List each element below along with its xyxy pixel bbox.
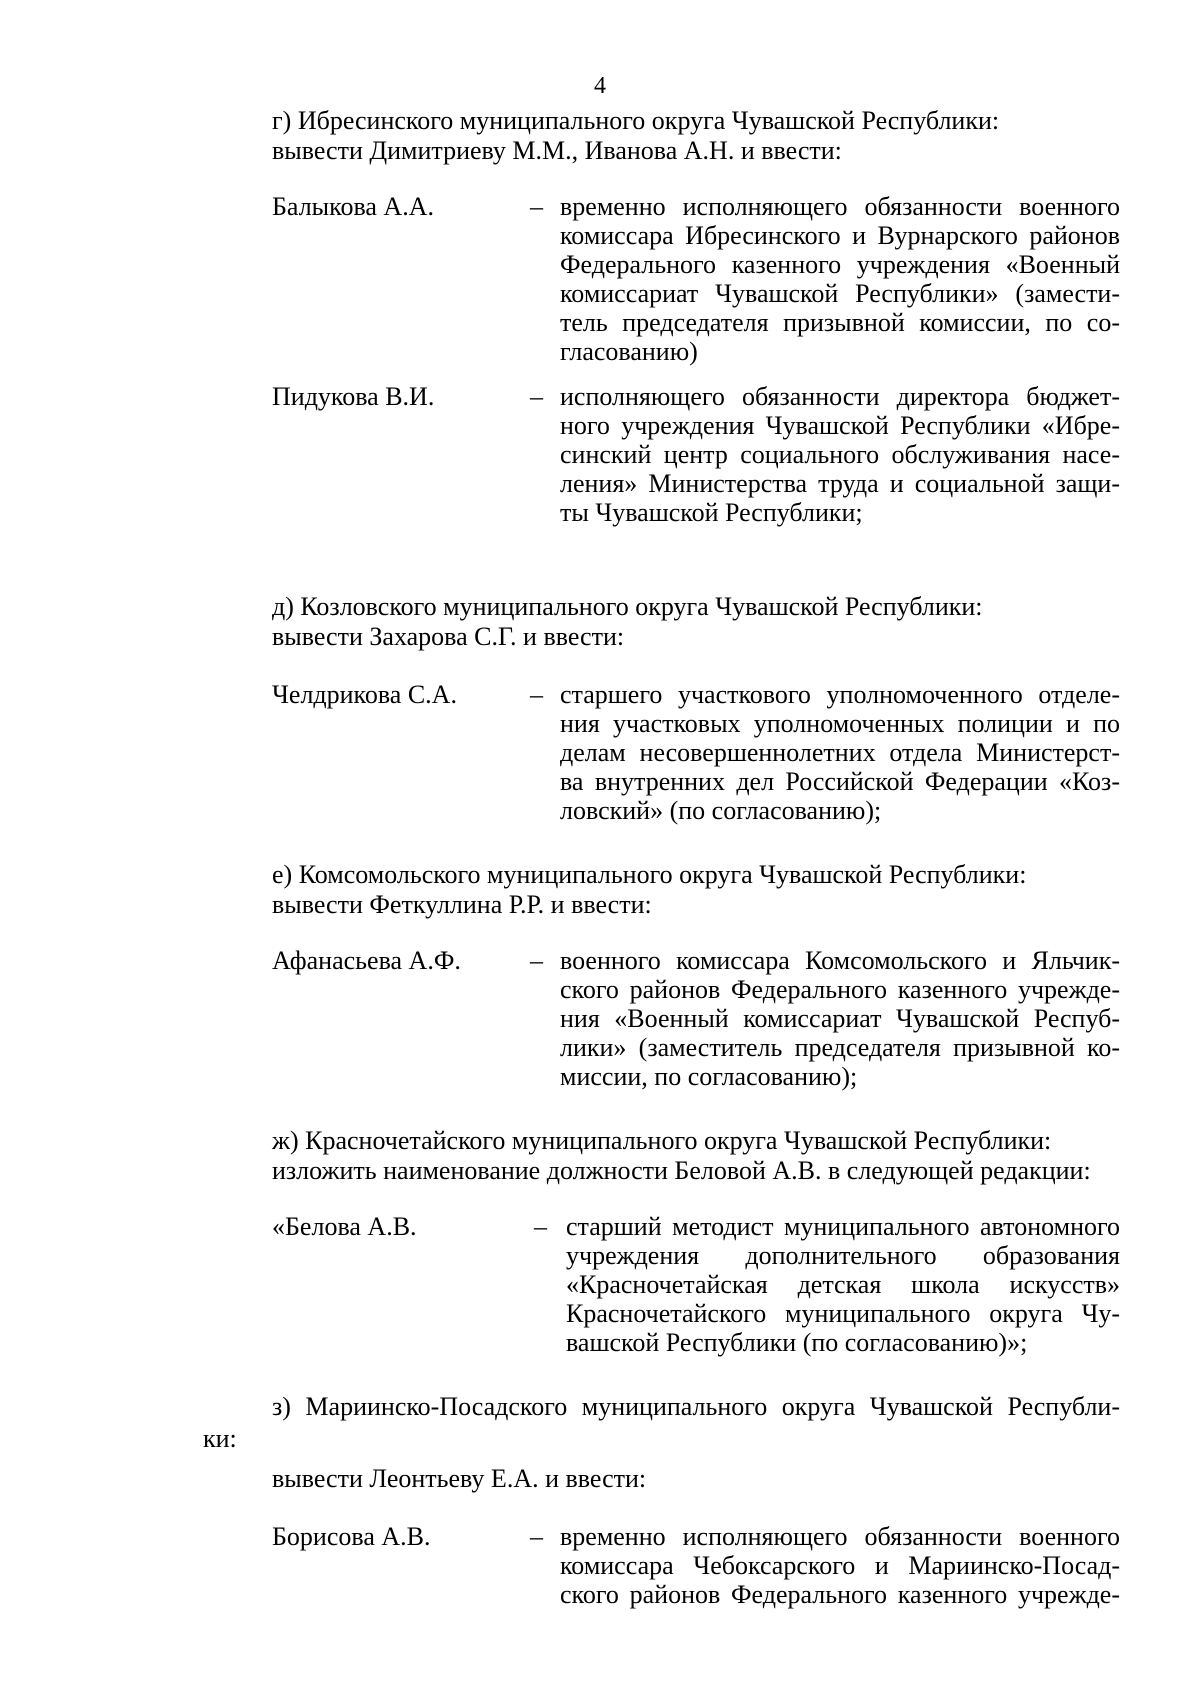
position-line: ты Чувашской Республики; <box>560 498 863 527</box>
section-instruction: вывести Леонтьеву Е.А. и ввести: <box>272 1464 647 1493</box>
section-instruction: изложить наименование должности Беловой А.В. в следующей редакции: <box>272 1156 1091 1185</box>
position-line: ского районов Федерального казенного учрежде- <box>560 975 1120 1004</box>
position-line: комиссариат Чувашской Республики» (замести- <box>560 279 1120 308</box>
person-position <box>560 1522 1120 1609</box>
section-heading: г) Ибресинского муниципального округа Чувашской Республики: <box>272 106 1000 135</box>
person-name: Афанасьева А.Ф. <box>272 946 461 975</box>
position-line: исполняющего обязанности директора бюджет- <box>560 382 1120 411</box>
position-line: синский центр социального обслуживания насе- <box>560 440 1120 469</box>
person-name: Борисова А.В. <box>272 1522 431 1551</box>
person-position <box>560 192 1120 366</box>
section-heading: ж) Красночетайского муниципального округа Чувашской Республики: <box>272 1126 1052 1155</box>
position-line: миссии, по согласованию); <box>560 1062 858 1091</box>
position-line: ния участковых уполномоченных полиции и по <box>560 709 1120 738</box>
position-line: старший методист муниципального автономного <box>566 1212 1120 1241</box>
section-heading: е) Комсомольского муниципального округа Чувашской Республики: <box>272 860 1027 889</box>
person-name: Челдрикова С.А. <box>272 680 457 709</box>
entry-dash: – <box>530 1522 543 1551</box>
entry-dash: – <box>530 680 543 709</box>
person-position <box>566 1212 1120 1357</box>
person-name: Балыкова А.А. <box>272 192 434 221</box>
person-name: Пидукова В.И. <box>272 382 435 411</box>
position-line: комиссара Чебоксарского и Мариинско-Посад- <box>560 1551 1120 1580</box>
position-line: ского районов Федерального казенного учрежде- <box>560 1580 1120 1609</box>
position-line: Красночетайского муниципального округа Чу- <box>566 1299 1120 1328</box>
position-line: ния «Военный комиссариат Чувашской Респуб- <box>560 1004 1120 1033</box>
position-line: учреждения дополнительного образования <box>566 1241 1120 1270</box>
position-line: ва внутренних дел Российской Федерации «Коз- <box>560 767 1120 796</box>
position-line: ного учреждения Чувашской Республики «Ибре- <box>560 411 1120 440</box>
position-line: делам несовершеннолетних отдела Министерст- <box>560 738 1120 767</box>
position-line: Федерального казенного учреждения «Военный <box>560 250 1120 279</box>
person-position <box>560 946 1120 1091</box>
position-line: вашской Республики (по согласованию)»; <box>566 1328 1028 1357</box>
position-line: «Красночетайская детская школа искусств» <box>566 1270 1120 1299</box>
position-line: гласованию) <box>560 337 698 366</box>
position-line: лики» (заместитель председателя призывной ко- <box>560 1033 1120 1062</box>
section-heading: з) Мариинско-Посадского муниципального округа Чувашской Республи- <box>272 1392 1120 1421</box>
position-line: ления» Министерства труда и социальной защи- <box>560 469 1120 498</box>
position-line: тель председателя призывной комиссии, по со- <box>560 308 1120 337</box>
entry-dash: – <box>530 382 543 411</box>
entry-dash: – <box>530 192 543 221</box>
section-heading: д) Козловского муниципального округа Чувашской Республики: <box>272 592 983 621</box>
section-instruction: вывести Феткуллина Р.Р. и ввести: <box>272 890 652 919</box>
section-instruction: вывести Захарова С.Г. и ввести: <box>272 622 625 651</box>
position-line: ловский» (по согласованию); <box>560 796 882 825</box>
position-line: старшего участкового уполномоченного отделе- <box>560 680 1120 709</box>
entry-dash: – <box>534 1212 547 1241</box>
person-position <box>560 680 1120 825</box>
section-instruction: вывести Димитриеву М.М., Иванова А.Н. и ввести: <box>272 136 842 165</box>
section-heading-tail: ки: <box>203 1424 237 1453</box>
position-line: временно исполняющего обязанности военного <box>560 1522 1120 1551</box>
person-position <box>560 382 1120 527</box>
entry-dash: – <box>530 946 543 975</box>
person-name: «Белова А.В. <box>272 1212 417 1241</box>
position-line: временно исполняющего обязанности военного <box>560 192 1120 221</box>
page-number: 4 <box>594 73 606 99</box>
position-line: комиссара Ибресинского и Вурнарского районов <box>560 221 1120 250</box>
position-line: военного комиссара Комсомольского и Яльчик- <box>560 946 1120 975</box>
